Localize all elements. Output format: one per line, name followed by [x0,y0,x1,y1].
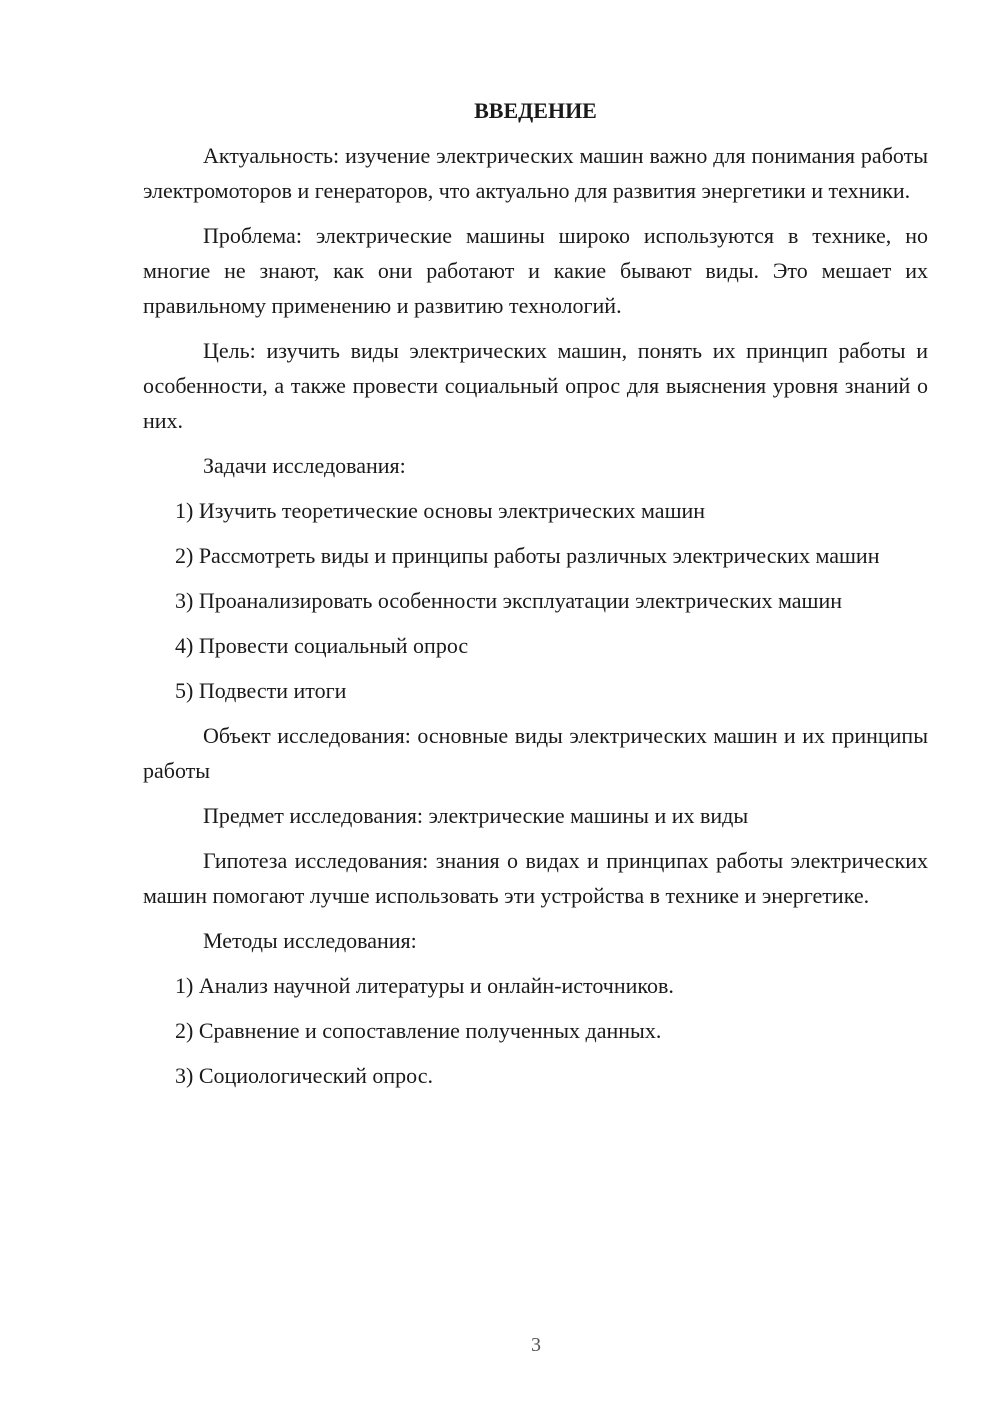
task-item: 4) Провести социальный опрос [175,633,469,658]
task-item: 3) Проанализировать особенности эксплуатации электрических машин [175,588,843,613]
problem-paragraph: Проблема: электрические машины широко используются в технике, но многие не знают, как они работают и какие бывают виды. Это мешает их правильному применению и развитию технологий. [143,223,928,318]
object-paragraph: Объект исследования: основные виды электрических машин и их принципы работы [143,723,928,783]
task-item: 5) Подвести итоги [175,678,347,703]
hypothesis-paragraph: Гипотеза исследования: знания о видах и принципах работы электрических машин помогают лучше использовать эти устройства в технике и энергетике. [143,848,928,908]
method-item: 2) Сравнение и сопоставление полученных данных. [175,1018,662,1043]
subject-paragraph: Предмет исследования: электрические машины и их виды [203,803,749,828]
method-item: 3) Социологический опрос. [175,1063,433,1088]
relevance-paragraph: Актуальность: изучение электрических машин важно для понимания работы электромоторов и генераторов, что актуально для развития энергетики и техники. [143,143,928,203]
page-number: 3 [531,1334,541,1356]
section-title: ВВЕДЕНИЕ [474,98,597,123]
task-item: 2) Рассмотреть виды и принципы работы различных электрических машин [175,543,880,568]
goal-paragraph: Цель: изучить виды электрических машин, понять их принцип работы и особенности, а также провести социальный опрос для выяснения уровня знаний о них. [143,338,928,433]
method-item: 1) Анализ научной литературы и онлайн-источников. [175,973,674,998]
page-content [143,96,928,1103]
task-item: 1) Изучить теоретические основы электрических машин [175,498,706,523]
tasks-heading: Задачи исследования: [203,453,406,478]
methods-heading: Методы исследования: [203,928,417,953]
